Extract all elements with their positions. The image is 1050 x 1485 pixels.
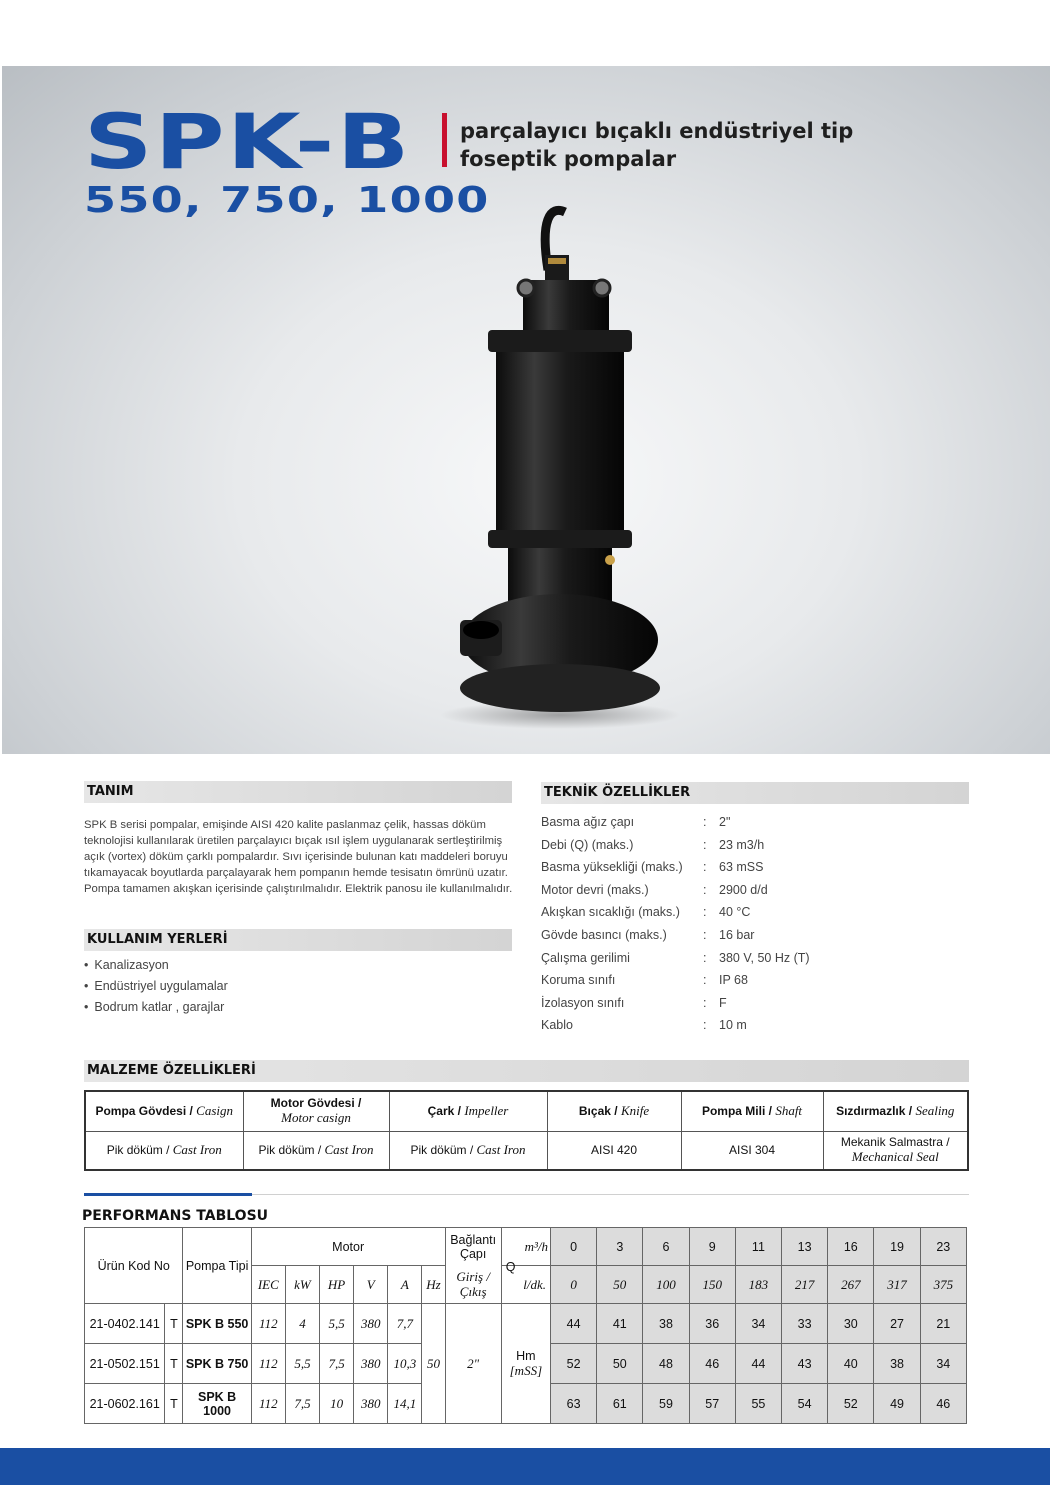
list-item: • Bodrum katlar , garajlar — [84, 1000, 228, 1021]
list-item: • Endüstriyel uygulamalar — [84, 979, 228, 1000]
q-ldk-value: 150 — [689, 1266, 735, 1304]
header-type: Pompa Tipi — [183, 1228, 251, 1304]
q-ldk-value: 0 — [551, 1266, 597, 1304]
spec-value: 16 bar — [719, 927, 755, 942]
material-value: Mekanik Salmastra / Mechanical Seal — [823, 1131, 968, 1170]
q-value: 9 — [689, 1228, 735, 1266]
q-ldk-value: 317 — [874, 1266, 920, 1304]
header-a: A — [388, 1266, 422, 1304]
head-value: 44 — [551, 1304, 597, 1344]
subtitle-line-1: parçalayıcı bıçaklı endüstriyel tip — [460, 119, 854, 143]
voltage: 380 — [354, 1304, 388, 1344]
header-hz: Hz — [422, 1266, 445, 1304]
header-connection: Bağlantı Çapı — [445, 1228, 501, 1266]
head-value: 55 — [735, 1384, 781, 1424]
head-value: 21 — [920, 1304, 966, 1344]
q-value: 6 — [643, 1228, 689, 1266]
spec-row: Kablo : 10 m — [541, 1018, 747, 1033]
spec-value: 2900 d/d — [719, 882, 768, 897]
head-value: 34 — [920, 1344, 966, 1384]
material-value: Pik döküm / Cast Iron — [389, 1131, 547, 1170]
unit-m3h: m³/h — [524, 1238, 548, 1254]
pump-type: SPK B 750 — [183, 1344, 251, 1384]
description-heading: TANIM — [84, 781, 512, 803]
spec-row: Çalışma gerilimi : 380 V, 50 Hz (T) — [541, 950, 810, 965]
phase: T — [165, 1384, 183, 1424]
specs-heading: TEKNİK ÖZELLİKLER — [541, 782, 969, 804]
section-divider-accent — [84, 1193, 252, 1196]
head-value: 49 — [874, 1384, 920, 1424]
head-value: 52 — [551, 1344, 597, 1384]
phase: T — [165, 1304, 183, 1344]
spec-row: İzolasyon sınıfı : F — [541, 995, 727, 1010]
spec-key: Koruma sınıfı — [541, 973, 616, 988]
table-row — [85, 1304, 967, 1344]
material-header: Sızdırmazlık / Sealing — [823, 1091, 968, 1131]
ampere: 14,1 — [388, 1384, 422, 1424]
q-value: 23 — [920, 1228, 966, 1266]
hm-label — [501, 1304, 550, 1424]
header-iec: IEC — [251, 1266, 285, 1304]
pump-type: SPK B 1000 — [183, 1384, 251, 1424]
q-value: 13 — [782, 1228, 828, 1266]
spec-key: İzolasyon sınıfı — [541, 995, 625, 1010]
spec-key: Basma yüksekliği (maks.) — [541, 860, 683, 875]
spec-row: Gövde basıncı (maks.) : 16 bar — [541, 927, 755, 942]
header-kw: kW — [285, 1266, 319, 1304]
material-value: Pik döküm / Cast Iron — [243, 1131, 389, 1170]
material-value: AISI 304 — [681, 1131, 823, 1170]
material-header: Bıçak / Knife — [547, 1091, 681, 1131]
spec-key: Gövde basıncı (maks.) — [541, 927, 667, 942]
unit-ldk: l/dk. — [501, 1266, 550, 1304]
performance-table — [84, 1227, 967, 1424]
performance-heading: PERFORMANS TABLOSU — [82, 1208, 269, 1224]
spec-row: Debi (Q) (maks.) : 23 m3/h — [541, 837, 765, 852]
brand-divider — [442, 113, 447, 167]
subtitle-line-2: foseptik pompalar — [460, 147, 677, 171]
spec-row: Koruma sınıfı : IP 68 — [541, 973, 748, 988]
hp: 5,5 — [320, 1304, 354, 1344]
pump-type: SPK B 550 — [183, 1304, 251, 1344]
spec-value: 2" — [719, 815, 731, 829]
header-motor: Motor — [251, 1228, 445, 1266]
model-numbers: 550, 750, 1000 — [84, 180, 490, 221]
head-value: 59 — [643, 1384, 689, 1424]
head-value: 44 — [735, 1344, 781, 1384]
head-value: 41 — [597, 1304, 643, 1344]
head-value: 34 — [735, 1304, 781, 1344]
brand-title: SPK-B — [84, 97, 412, 186]
q-value: 16 — [828, 1228, 874, 1266]
product-subtitle — [460, 117, 853, 173]
material-header: Çark / Impeller — [389, 1091, 547, 1131]
materials-heading: MALZEME ÖZELLİKLERİ — [84, 1060, 969, 1082]
connection-size: 2" — [445, 1304, 501, 1424]
spec-row: Motor devri (maks.) : 2900 d/d — [541, 882, 768, 897]
q-ldk-value: 50 — [597, 1266, 643, 1304]
head-value: 33 — [782, 1304, 828, 1344]
product-code: 21-0602.161 — [85, 1384, 165, 1424]
q-value: 3 — [597, 1228, 643, 1266]
q-ldk-value: 267 — [828, 1266, 874, 1304]
phase: T — [165, 1344, 183, 1384]
q-value: 0 — [551, 1228, 597, 1266]
voltage: 380 — [354, 1344, 388, 1384]
head-value: 38 — [643, 1304, 689, 1344]
voltage: 380 — [354, 1384, 388, 1424]
hp: 7,5 — [320, 1344, 354, 1384]
spec-value: IP 68 — [719, 973, 748, 988]
spec-key: Çalışma gerilimi — [541, 950, 630, 965]
ampere: 7,7 — [388, 1304, 422, 1344]
material-value: AISI 420 — [547, 1131, 681, 1170]
iec: 112 — [251, 1384, 285, 1424]
head-value: 63 — [551, 1384, 597, 1424]
q-value: 11 — [735, 1228, 781, 1266]
head-value: 61 — [597, 1384, 643, 1424]
section-divider — [252, 1194, 969, 1195]
hm-text: Hm — [516, 1348, 536, 1363]
q-value: 19 — [874, 1228, 920, 1266]
head-value: 30 — [828, 1304, 874, 1344]
material-header: Pompa Mili / Shaft — [681, 1091, 823, 1131]
spec-key: Akışkan sıcaklığı (maks.) — [541, 905, 680, 920]
material-value: Pik döküm / Cast Iron — [85, 1131, 243, 1170]
kw: 4 — [285, 1304, 319, 1344]
spec-value: 380 V, 50 Hz (T) — [719, 950, 810, 965]
spec-value: 63 mSS — [719, 860, 764, 875]
head-value: 52 — [828, 1384, 874, 1424]
spec-key: Debi (Q) (maks.) — [541, 837, 634, 852]
material-header: Pompa Gövdesi / Casign — [85, 1091, 243, 1131]
iec: 112 — [251, 1344, 285, 1384]
iec: 112 — [251, 1304, 285, 1344]
ampere: 10,3 — [388, 1344, 422, 1384]
uses-heading: KULLANIM YERLERİ — [84, 929, 512, 951]
materials-table — [84, 1090, 969, 1171]
spec-key: Motor devri (maks.) — [541, 882, 649, 897]
footer-bar — [0, 1448, 1050, 1485]
kw: 7,5 — [285, 1384, 319, 1424]
header-hp: HP — [320, 1266, 354, 1304]
head-value: 43 — [782, 1344, 828, 1384]
kw: 5,5 — [285, 1344, 319, 1384]
frequency: 50 — [422, 1304, 445, 1424]
spec-row: Basma yüksekliği (maks.) : 63 mSS — [541, 860, 764, 875]
header-v: V — [354, 1266, 388, 1304]
hp: 10 — [320, 1384, 354, 1424]
head-value: 36 — [689, 1304, 735, 1344]
table-row — [85, 1091, 968, 1131]
spec-value: F — [719, 995, 727, 1010]
header-q — [501, 1228, 550, 1274]
q-ldk-value: 217 — [782, 1266, 828, 1304]
q-ldk-value: 183 — [735, 1266, 781, 1304]
specs-list — [541, 815, 841, 1041]
material-header: Motor Gövdesi / Motor casign — [243, 1091, 389, 1131]
description-text: SPK B serisi pompalar, emişinde AISI 420 kalite paslanmaz çelik, hassas döküm teknolojisi kullanılarak üretilen parçalayıcı bıçak ısıl işlem uygulanarak sertleştirilmiş açık (vortex) döküm çarklı pompalardır. Sıvı içerisinde bulunan katı maddeleri boruyu tıkamayacak boyutlarda parçalayarak hem pompanın hemde tesisatın ömrünü uzatır. Pompa tamamen akışkan içerisinde çalıştırılmalıdır. Elektrik panosu ile kullanılmalıdır. — [84, 819, 513, 895]
spec-key: Basma ağız çapı — [541, 815, 635, 829]
head-value: 27 — [874, 1304, 920, 1344]
head-value: 40 — [828, 1344, 874, 1384]
spec-key: Kablo — [541, 1018, 573, 1033]
q-ldk-value: 375 — [920, 1266, 966, 1304]
head-value: 57 — [689, 1384, 735, 1424]
hm-unit: [mSS] — [509, 1362, 543, 1378]
spec-value: 40 °C — [719, 905, 751, 920]
pump-image — [430, 200, 690, 730]
list-item: • Kanalizasyon — [84, 958, 228, 979]
q-ldk-value: 100 — [643, 1266, 689, 1304]
header-code: Ürün Kod No — [85, 1228, 183, 1304]
header-connection-sub: Giriş / Çıkış — [445, 1266, 501, 1304]
head-value: 38 — [874, 1344, 920, 1384]
head-value: 54 — [782, 1384, 828, 1424]
spec-row: Akışkan sıcaklığı (maks.) : 40 °C — [541, 905, 751, 920]
uses-list — [84, 958, 228, 1021]
head-value: 48 — [643, 1344, 689, 1384]
spec-value: 23 m3/h — [719, 837, 765, 852]
spec-row: Basma ağız çapı : 2" — [541, 815, 731, 829]
spec-value: 10 m — [719, 1018, 747, 1033]
head-value: 46 — [689, 1344, 735, 1384]
head-value: 50 — [597, 1344, 643, 1384]
table-row — [85, 1228, 967, 1266]
head-value: 46 — [920, 1384, 966, 1424]
product-code: 21-0502.151 — [85, 1344, 165, 1384]
table-row — [85, 1131, 968, 1170]
product-code: 21-0402.141 — [85, 1304, 165, 1344]
q-label: Q — [505, 1260, 516, 1274]
